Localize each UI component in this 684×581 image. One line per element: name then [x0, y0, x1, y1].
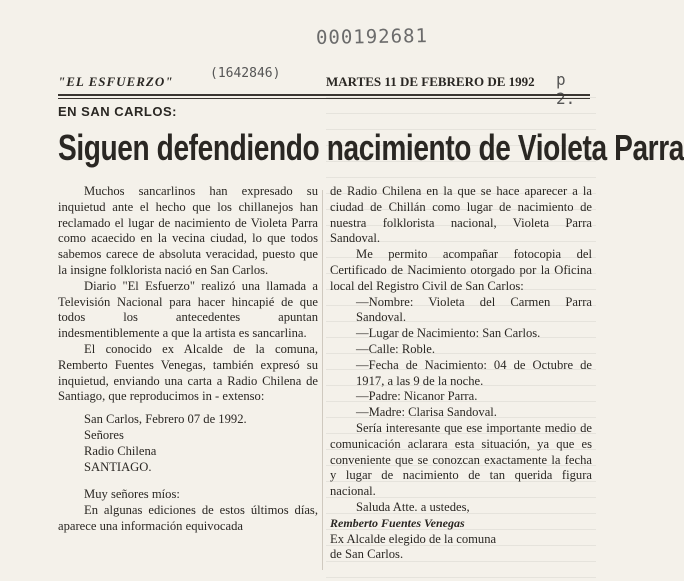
letter-heading — [58, 411, 318, 475]
paragraph: Me permito acompañar fotocopia del Certificado de Nacimiento otorgado por la Oficina local del Registro Civil de San Carlos: — [330, 247, 592, 293]
letter-salutation: Muy señores míos: — [84, 487, 180, 502]
paragraph: Muchos sancarlinos han expresado su inquietud ante el hecho que los chillanejos han reclamado el lugar de nacimiento de Violeta Parra como acaecido en la vecina ciudad, lo que todos sabemos carece de absoluta veracidad, puesto que la insigne folklorista nació en San Carlos. — [58, 184, 318, 277]
headline: Siguen defendiendo nacimiento de Violeta Parra — [58, 127, 684, 168]
certificate-item: —Fecha de Nacimiento: 04 de Octubre de 1917, a las 9 de la noche. — [356, 357, 592, 388]
header-rule — [58, 94, 590, 96]
page-ref: p 2. — [556, 70, 576, 108]
masthead: "EL ESFUERZO" — [58, 74, 174, 89]
letter-closing: Saluda Atte. a ustedes, — [356, 499, 470, 514]
paragraph: Sería interesante que ese importante medio de comunicación aclarara esta situación, ya que es conveniente que se conozcan exactamente la fecha y lugar de nacimiento de tan querida figura nacional. — [330, 420, 592, 499]
signature-title: Ex Alcalde elegido de la comuna — [330, 531, 497, 546]
paragraph: El conocido ex Alcalde de la comuna, Remberto Fuentes Venegas, también expresó su inquietud, enviando una carta a Radio Chilena de Santiago, que reproducimos in - extenso: — [58, 341, 318, 404]
header-rule-thin — [58, 98, 590, 99]
certificate-item: —Calle: Roble. — [356, 341, 436, 356]
article-column-right — [330, 184, 592, 563]
certificate-item: —Nombre: Violeta del Carmen Parra Sandoval. — [356, 294, 592, 325]
signature-title: de San Carlos. — [330, 547, 404, 562]
archive-stamp: 000192681 — [315, 25, 429, 49]
page-header — [58, 70, 592, 108]
paragraph: En algunas ediciones de estos últimos días, aparece una información equivocada — [58, 502, 318, 533]
letter-recipient: Señores — [84, 428, 124, 443]
column-gutter — [322, 190, 323, 570]
letter-recipient: SANTIAGO. — [84, 460, 152, 475]
handwritten-ref: (1642846) — [210, 66, 281, 81]
letter-date: San Carlos, Febrero 07 de 1992. — [84, 412, 247, 427]
letter-recipient: Radio Chilena — [84, 444, 157, 459]
paragraph: Diario "El Esfuerzo" realizó una llamada a Televisión Nacional para hacer hincapié de que todos los antecedentes apuntan indesmentiblemente a que la artista es sancarlina. — [58, 278, 318, 341]
certificate-item: —Padre: Nicanor Parra. — [356, 389, 478, 404]
certificate-item: —Madre: Clarisa Sandoval. — [356, 405, 497, 420]
paragraph: de Radio Chilena en la que se hace aparecer a la ciudad de Chillán como lugar de nacimiento de nuestra folklorista nacional, Violeta Parra Sandoval. — [330, 184, 592, 246]
certificate-item: —Lugar de Nacimiento: San Carlos. — [356, 326, 541, 341]
dateline: MARTES 11 DE FEBRERO DE 1992 — [326, 74, 535, 89]
article-column-left — [58, 184, 318, 535]
signature-name: Remberto Fuentes Venegas — [330, 515, 465, 530]
kicker: EN SAN CARLOS: — [58, 104, 177, 119]
